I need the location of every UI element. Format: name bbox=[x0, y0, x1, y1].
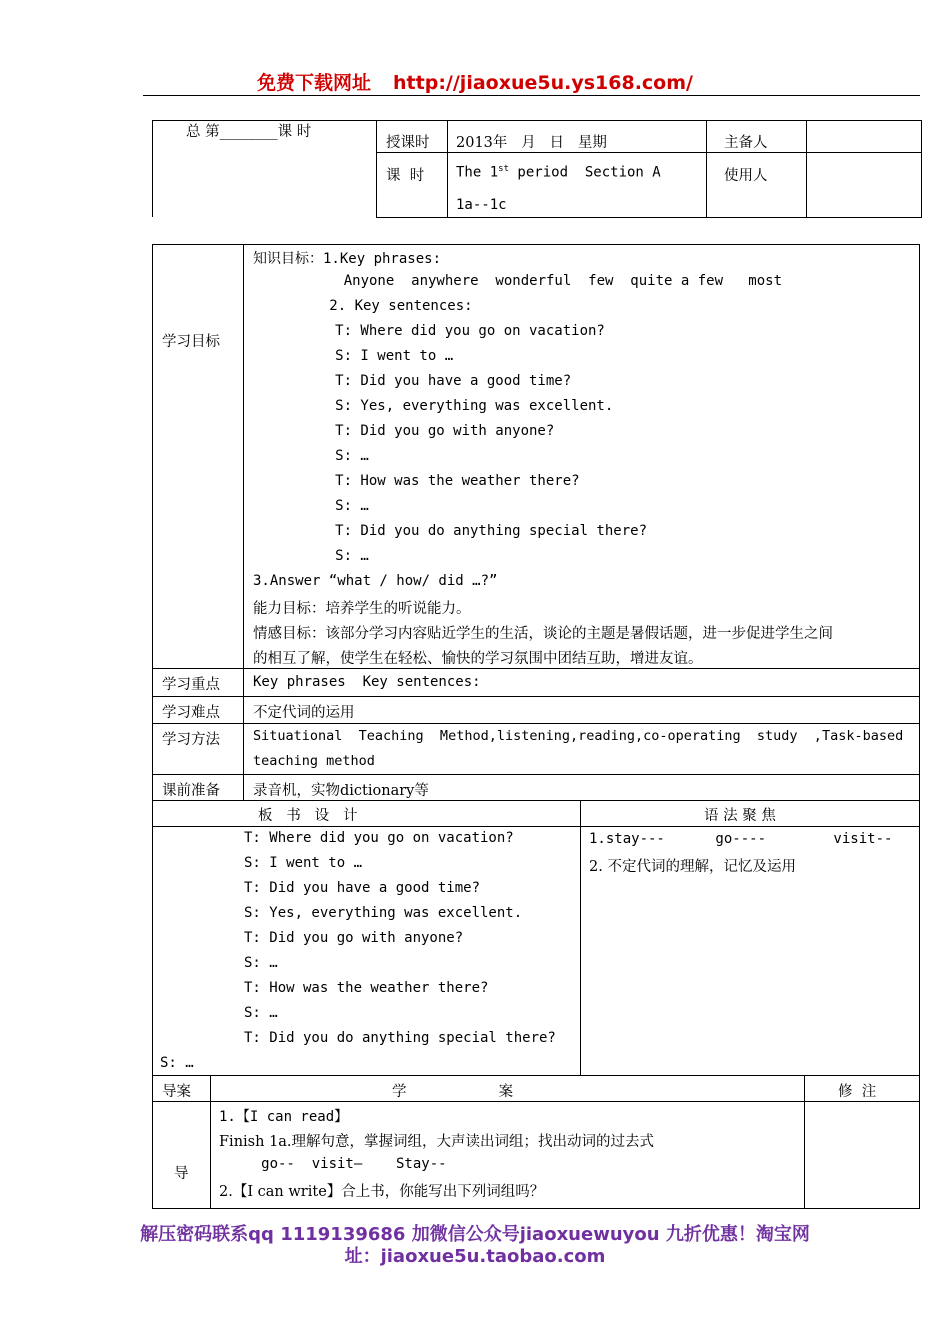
focus-label: 学习重点 bbox=[162, 677, 220, 693]
objective-line: T: Where did you go on vacation? bbox=[293, 323, 605, 339]
focus-value: Key phrases Key sentences: bbox=[253, 674, 481, 690]
difficulty-value: 不定代词的运用 bbox=[253, 705, 355, 721]
header-url[interactable]: http://jiaoxue5u.ys168.com/ bbox=[393, 72, 693, 94]
objective-line: S: … bbox=[293, 448, 369, 464]
prep-value: 录音机，实物dictionary等 bbox=[253, 783, 429, 799]
board-line: T: Did you do anything special there? bbox=[244, 1030, 556, 1046]
guide-col-2: 学 案 bbox=[392, 1084, 514, 1100]
footer-line-1: 解压密码联系qq 1119139686 加微信公众号jiaoxuewuyou 九折优惠！淘宝网 bbox=[140, 1224, 810, 1245]
date-field: 2013年 月 日 星期 bbox=[456, 135, 607, 151]
method-label: 学习方法 bbox=[162, 732, 220, 748]
period-value: The 1st period Section A bbox=[456, 164, 661, 181]
board-line: S: Yes, everything was excellent. bbox=[244, 905, 523, 921]
board-line-last: S: … bbox=[160, 1055, 194, 1071]
board-line: T: Where did you go on vacation? bbox=[244, 830, 514, 846]
guide-col-3: 修 注 bbox=[838, 1084, 877, 1100]
grammar-line-1: 1.stay--- go---- visit-- bbox=[589, 831, 893, 847]
objective-line: S: … bbox=[293, 498, 369, 514]
board-line: T: Did you have a good time? bbox=[244, 880, 481, 896]
objective-line: T: Did you go with anyone? bbox=[293, 423, 555, 439]
objective-line: T: Did you do anything special there? bbox=[293, 523, 648, 539]
guide-col-1: 导案 bbox=[162, 1084, 191, 1100]
objective-line: Anyone anywhere wonderful few quite a few most bbox=[310, 273, 783, 289]
objective-line: T: Did you have a good time? bbox=[293, 373, 572, 389]
board-line: S: … bbox=[244, 955, 278, 971]
board-line: T: Did you go with anyone? bbox=[244, 930, 464, 946]
objectives-label: 学习目标 bbox=[162, 334, 220, 350]
grammar-header: 语 法 聚 焦 bbox=[704, 808, 776, 824]
user-label: 使用人 bbox=[724, 168, 768, 184]
period-range: 1a--1c bbox=[456, 197, 507, 213]
grammar-line-2: 2. 不定代词的理解，记忆及运用 bbox=[589, 859, 796, 875]
objective-line: 3.Answer “what / how/ did …?” bbox=[253, 573, 498, 589]
header-label: 免费下载网址 bbox=[257, 72, 372, 94]
board-line: S: I went to … bbox=[244, 855, 363, 871]
prep-label: 课前准备 bbox=[162, 783, 220, 799]
board-line: T: How was the weather there? bbox=[244, 980, 489, 996]
guide-line: 1.【I can read】 bbox=[219, 1109, 349, 1125]
objective-line: 的相互了解，使学生在轻松、愉快的学习氛围中团结互助，增进友谊。 bbox=[253, 651, 703, 667]
method-value-cont: teaching method bbox=[253, 753, 375, 769]
page-header bbox=[0, 68, 950, 95]
objective-line: S: Yes, everything was excellent. bbox=[293, 398, 614, 414]
teach-time-label: 授课时 bbox=[386, 135, 430, 151]
guide-line: go-- visit— Stay-- bbox=[219, 1156, 447, 1172]
board-header: 板 书 设 计 bbox=[258, 808, 358, 824]
objective-line: T: How was the weather there? bbox=[293, 473, 580, 489]
period-label: 课 时 bbox=[386, 168, 425, 184]
board-line: S: … bbox=[244, 1005, 278, 1021]
objective-line: 2. Key sentences: bbox=[304, 298, 473, 314]
objective-line: 能力目标：培养学生的听说能力。 bbox=[253, 601, 471, 617]
guide-side: 导 bbox=[174, 1166, 189, 1182]
objective-line: 情感目标：该部分学习内容贴近学生的生活，谈论的主题是暑假话题，进一步促进学生之间 bbox=[253, 626, 833, 642]
guide-line: 2.【I can write】合上书，你能写出下列词组吗？ bbox=[219, 1184, 545, 1200]
guide-line: Finish 1a.理解句意，掌握词组，大声读出词组；找出动词的过去式 bbox=[219, 1134, 655, 1150]
objective-line: S: I went to … bbox=[293, 348, 454, 364]
difficulty-label: 学习难点 bbox=[162, 705, 220, 721]
footer-line-2[interactable]: 址：jiaoxue5u.taobao.com bbox=[344, 1246, 606, 1267]
objective-line: S: … bbox=[293, 548, 369, 564]
header-rule bbox=[143, 95, 920, 96]
lesson-count: 总 第________课 时 bbox=[186, 124, 312, 140]
method-value: Situational Teaching Method,listening,reading,co-operating study ,Task-based bbox=[253, 728, 904, 744]
objective-line: 知识目标：1.Key phrases: bbox=[253, 251, 442, 267]
preparer-label: 主备人 bbox=[724, 135, 768, 151]
